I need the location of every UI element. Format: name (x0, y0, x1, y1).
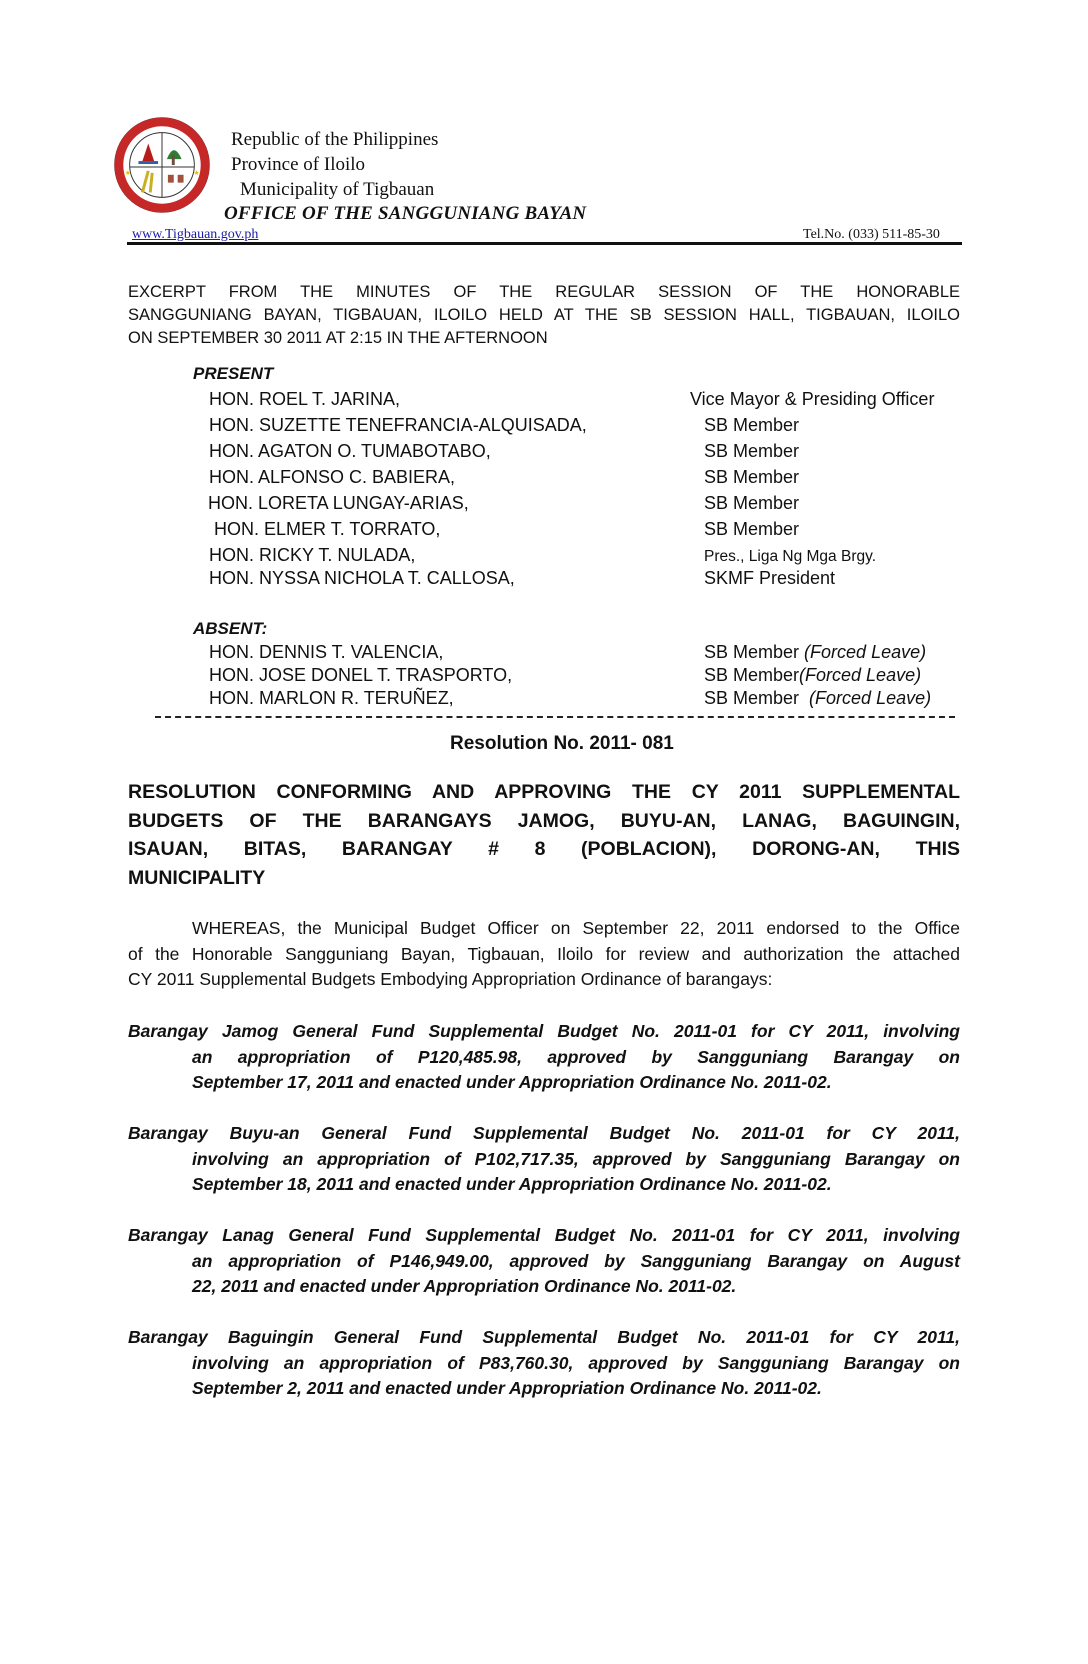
budget-item-line: September 2, 2011 and enacted under Appropriation Ordinance No. 2011-02. (192, 1378, 822, 1398)
excerpt-line: EXCERPT FROM THE MINUTES OF THE REGULAR SESSION OF THE HONORABLE (128, 283, 960, 301)
whereas-line: of the Honorable Sangguniang Bayan, Tigbauan, Iloilo for review and authorization the attached (128, 943, 960, 964)
present-member-name: HON. ALFONSO C. BABIERA, (209, 467, 456, 487)
absent-member-note: (Forced Leave) (804, 642, 927, 662)
resolution-number: Resolution No. 2011- 081 (450, 733, 674, 754)
municipal-seal-logo (113, 116, 211, 214)
present-member-name: HON. ELMER T. TORRATO, (214, 519, 441, 539)
present-member-role: SB Member (704, 467, 800, 487)
excerpt-line: ON SEPTEMBER 30 2011 AT 2:15 IN THE AFTERNOON (128, 329, 548, 347)
present-member-name: HON. NYSSA NICHOLA T. CALLOSA, (209, 568, 515, 588)
budget-item-baguingin (128, 1325, 960, 1402)
absent-member-note: (Forced Leave) (799, 665, 922, 685)
budget-item-line: 22, 2011 and enacted under Appropriation Ordinance No. 2011-02. (192, 1276, 737, 1296)
absent-member-role-text: SB Member (704, 688, 800, 708)
absent-label: ABSENT: (193, 619, 268, 638)
whereas-line: WHEREAS, the Municipal Budget Officer on September 22, 2011 endorsed to the Office (192, 918, 960, 938)
present-member-name: HON. AGATON O. TUMABOTABO, (209, 441, 491, 461)
present-member-role: Pres., Liga Ng Mga Brgy. (704, 548, 877, 565)
budget-item-buyu-an (128, 1121, 960, 1198)
resolution-title-line: BUDGETS OF THE BARANGAYS JAMOG, BUYU-AN, LANAG, BAGUINGIN, (128, 809, 960, 832)
letterhead-office: OFFICE OF THE SANGGUNIANG BAYAN (224, 203, 587, 224)
present-member-name: HON. ROEL T. JARINA, (209, 389, 401, 409)
budget-item-line: Barangay Lanag General Fund Supplemental Budget No. 2011-01 for CY 2011, involving (128, 1225, 960, 1245)
budget-item-line: involving an appropriation of P83,760.30, approved by Sangguniang Barangay on (192, 1352, 960, 1373)
present-member-role: SKMF President (704, 568, 836, 588)
budget-item-line: Barangay Baguingin General Fund Supplemental Budget No. 2011-01 for CY 2011, (128, 1327, 960, 1347)
resolution-title-line: MUNICIPALITY (128, 866, 266, 889)
present-member-role: SB Member (704, 519, 800, 539)
telephone-number: Tel.No. (033) 511-85-30 (803, 227, 940, 242)
absent-member-name: HON. DENNIS T. VALENCIA, (209, 642, 444, 662)
present-member-role: SB Member (704, 415, 800, 435)
dashed-separator (155, 716, 955, 718)
present-member-name: HON. SUZETTE TENEFRANCIA-ALQUISADA, (209, 415, 587, 435)
budget-item-line: September 17, 2011 and enacted under Appropriation Ordinance No. 2011-02. (192, 1072, 832, 1092)
present-member-role: SB Member (704, 493, 800, 513)
whereas-paragraph (128, 916, 960, 993)
present-member-name: HON. LORETA LUNGAY-ARIAS, (208, 493, 469, 513)
absent-member-role (704, 688, 931, 709)
budget-item-line: involving an appropriation of P102,717.35, approved by Sangguniang Barangay on (192, 1148, 960, 1169)
letterhead-province: Province of Iloilo (231, 154, 366, 175)
present-member-role: Vice Mayor & Presiding Officer (690, 389, 935, 409)
present-member-name: HON. RICKY T. NULADA, (209, 545, 416, 565)
excerpt-heading (128, 281, 960, 350)
absent-member-name: HON. MARLON R. TERUÑEZ, (209, 688, 454, 708)
svg-text:★: ★ (124, 169, 131, 177)
absent-member-role (704, 665, 921, 686)
budget-item-line: an appropriation of P120,485.98, approved by Sangguniang Barangay on (192, 1046, 960, 1067)
resolution-title-line: RESOLUTION CONFORMING AND APPROVING THE CY 2011 SUPPLEMENTAL (128, 781, 960, 803)
whereas-line: CY 2011 Supplemental Budgets Embodying Appropriation Ordinance of barangays: (128, 969, 773, 989)
absent-member-role-text: SB Member (704, 642, 800, 662)
absent-member-role-text: SB Member (704, 665, 800, 685)
budget-item-line: September 18, 2011 and enacted under Appropriation Ordinance No. 2011-02. (192, 1174, 832, 1194)
excerpt-line: SANGGUNIANG BAYAN, TIGBAUAN, ILOILO HELD AT THE SB SESSION HALL, TIGBAUAN, ILOILO (128, 306, 960, 324)
letterhead-divider (127, 242, 962, 245)
letterhead-republic: Republic of the Philippines (231, 129, 439, 150)
budget-item-jamog (128, 1019, 960, 1096)
absent-member-role (704, 642, 926, 663)
present-label: PRESENT (193, 364, 274, 383)
present-member-role: SB Member (704, 441, 800, 461)
absent-member-note: (Forced Leave) (809, 688, 932, 708)
budget-item-line: Barangay Jamog General Fund Supplemental Budget No. 2011-01 for CY 2011, involving (128, 1021, 960, 1041)
website-link[interactable]: www.Tigbauan.gov.ph (132, 227, 259, 242)
resolution-title-line: ISAUAN, BITAS, BARANGAY # 8 (POBLACION), DORONG-AN, THIS (128, 838, 960, 860)
letterhead-municipality: Municipality of Tigbauan (240, 179, 435, 200)
absent-member-name: HON. JOSE DONEL T. TRASPORTO, (209, 665, 513, 685)
budget-item-line: Barangay Buyu-an General Fund Supplemental Budget No. 2011-01 for CY 2011, (128, 1123, 960, 1143)
svg-text:★: ★ (193, 169, 200, 177)
resolution-title (128, 778, 960, 892)
budget-item-line: an appropriation of P146,949.00, approved by Sangguniang Barangay on August (192, 1250, 960, 1271)
budget-item-lanag (128, 1223, 960, 1300)
